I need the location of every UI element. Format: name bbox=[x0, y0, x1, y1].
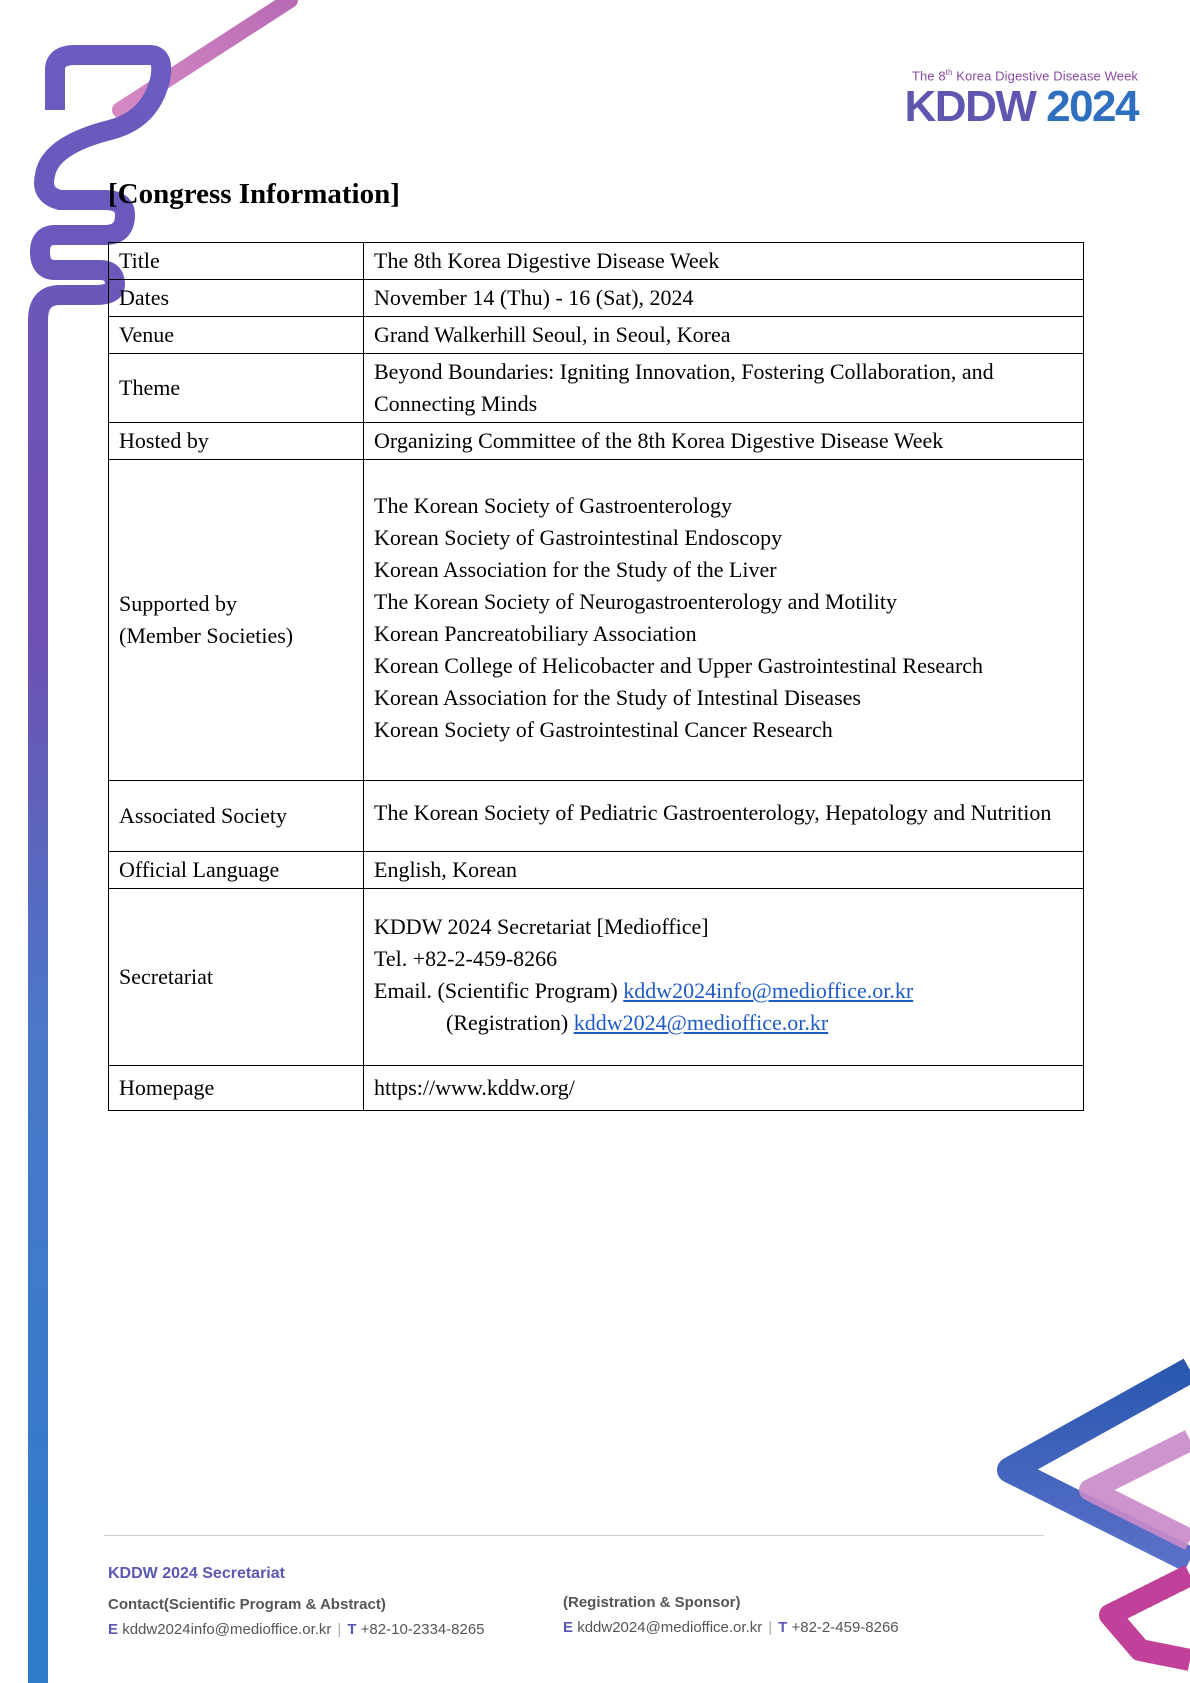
label-line: (Member Societies) bbox=[119, 623, 294, 648]
footer-contact-heading: Contact(Scientific Program & Abstract) bbox=[108, 1596, 386, 1613]
row-label: Theme bbox=[109, 354, 364, 423]
table-row-title bbox=[109, 243, 1084, 280]
row-label: Associated Society bbox=[109, 781, 364, 852]
footer-registration-line bbox=[563, 1619, 899, 1636]
page-title: [Congress Information] bbox=[108, 178, 400, 210]
row-label: Hosted by bbox=[109, 423, 364, 460]
row-label: Title bbox=[109, 243, 364, 280]
row-label: Secretariat bbox=[109, 889, 364, 1066]
row-value: The 8th Korea Digestive Disease Week bbox=[364, 243, 1084, 280]
email-link-scientific[interactable]: kddw2024info@medioffice.or.kr bbox=[623, 978, 914, 1003]
list-item: Korean Association for the Study of Intestinal Diseases bbox=[374, 685, 861, 710]
email-key: E bbox=[563, 1619, 574, 1636]
list-item: The Korean Society of Neurogastroenterology and Motility bbox=[374, 589, 897, 614]
footer-phone: +82-10-2334-8265 bbox=[360, 1621, 485, 1638]
list-item: Korean College of Helicobacter and Upper Gastrointestinal Research bbox=[374, 653, 984, 678]
row-label bbox=[109, 460, 364, 781]
brand-tagline: The 8th Korea Digestive Disease Week bbox=[911, 68, 1138, 84]
table-row-homepage bbox=[109, 1066, 1084, 1111]
table-row-venue bbox=[109, 317, 1084, 354]
tel-key: T bbox=[347, 1621, 357, 1638]
row-label: Official Language bbox=[109, 852, 364, 889]
kddw-logo bbox=[904, 82, 1138, 132]
footer-registration-heading: (Registration & Sponsor) bbox=[563, 1594, 741, 1611]
row-label: Dates bbox=[109, 280, 364, 317]
row-value: November 14 (Thu) - 16 (Sat), 2024 bbox=[364, 280, 1084, 317]
congress-info-table bbox=[108, 242, 1084, 1111]
email-link-registration[interactable]: kddw2024@medioffice.or.kr bbox=[573, 1010, 829, 1035]
table-row-supported bbox=[109, 460, 1084, 781]
row-value: Organizing Committee of the 8th Korea Digestive Disease Week bbox=[364, 423, 1084, 460]
list-item: Korean Society of Gastrointestinal Cancer Research bbox=[374, 717, 833, 742]
list-item: Korean Pancreatobiliary Association bbox=[374, 621, 697, 646]
separator: | bbox=[768, 1619, 773, 1636]
logo-year: 2024 bbox=[1046, 82, 1138, 132]
row-value: https://www.kddw.org/ bbox=[364, 1066, 1084, 1111]
logo-word: KDDW bbox=[904, 82, 1036, 132]
email-prefix: (Registration) bbox=[446, 1010, 574, 1035]
secretariat-tel: Tel. +82-2-459-8266 bbox=[374, 946, 558, 971]
secretariat-name: KDDW 2024 Secretariat [Medioffice] bbox=[374, 914, 709, 939]
brand-block bbox=[904, 68, 1138, 132]
footer-email: kddw2024info@medioffice.or.kr bbox=[122, 1621, 332, 1638]
row-value bbox=[364, 889, 1084, 1066]
row-label: Homepage bbox=[109, 1066, 364, 1111]
separator: | bbox=[337, 1621, 342, 1638]
row-label: Venue bbox=[109, 317, 364, 354]
footer-divider bbox=[104, 1535, 1044, 1536]
row-value: Grand Walkerhill Seoul, in Seoul, Korea bbox=[364, 317, 1084, 354]
list-item: Korean Association for the Study of the Liver bbox=[374, 557, 777, 582]
footer-title: KDDW 2024 Secretariat bbox=[108, 1565, 285, 1582]
table-row-dates bbox=[109, 280, 1084, 317]
tel-key: T bbox=[778, 1619, 788, 1636]
secretariat-email-registration bbox=[374, 1007, 1073, 1039]
table-row-language bbox=[109, 852, 1084, 889]
secretariat-email-scientific bbox=[374, 975, 1073, 1007]
footer-phone: +82-2-459-8266 bbox=[791, 1619, 899, 1636]
list-item: Korean Society of Gastrointestinal Endoscopy bbox=[374, 525, 783, 550]
list-item: The Korean Society of Gastroenterology bbox=[374, 493, 732, 518]
table-row-hosted bbox=[109, 423, 1084, 460]
footer-contact-line bbox=[108, 1621, 485, 1638]
table-row-theme bbox=[109, 354, 1084, 423]
table-row-associated bbox=[109, 781, 1084, 852]
row-value bbox=[364, 460, 1084, 781]
email-key: E bbox=[108, 1621, 119, 1638]
row-value: English, Korean bbox=[364, 852, 1084, 889]
label-line: Supported by bbox=[119, 591, 237, 616]
email-prefix: Email. (Scientific Program) bbox=[374, 978, 624, 1003]
footer-email: kddw2024@medioffice.or.kr bbox=[577, 1619, 763, 1636]
row-value: Beyond Boundaries: Igniting Innovation, Fostering Collaboration, and Connecting Minds bbox=[364, 354, 1084, 423]
row-value: The Korean Society of Pediatric Gastroenterology, Hepatology and Nutrition bbox=[364, 781, 1084, 852]
table-row-secretariat bbox=[109, 889, 1084, 1066]
